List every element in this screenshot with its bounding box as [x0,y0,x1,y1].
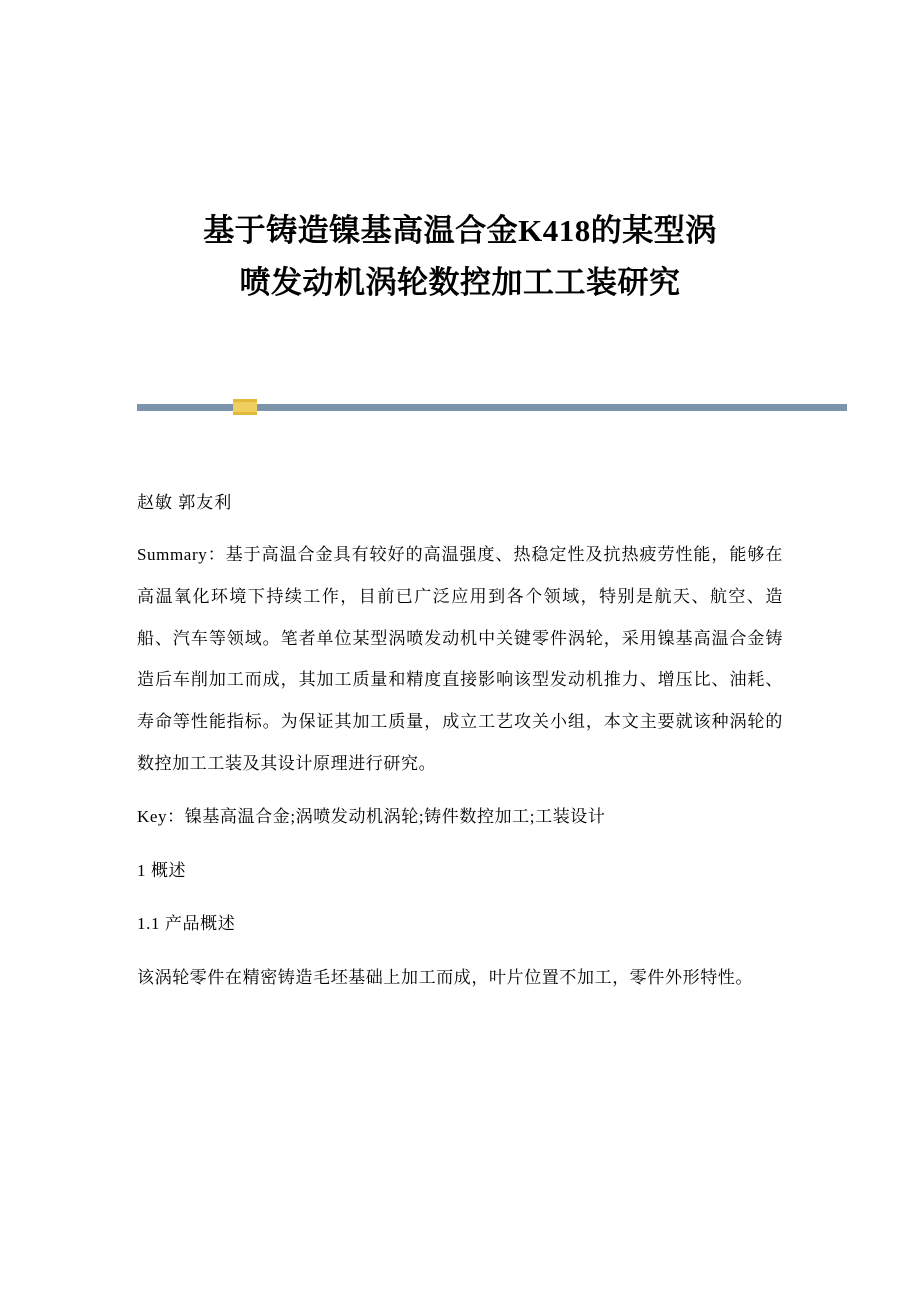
divider-ornament-icon [233,399,257,415]
page-title [137,205,783,309]
page-title-line-2: 喷发动机涡轮数控加工工装研究 [239,265,681,301]
authors: 赵敏 郭友利 [137,493,233,513]
keywords-paragraph: Key：镍基高温合金;涡喷发动机涡轮;铸件数控加工;工装设计 [137,807,606,827]
section-1-1-heading: 1.1 产品概述 [137,914,236,934]
document-content [137,0,783,999]
abstract-paragraph: Summary：基于高温合金具有较好的高温强度、热稳定性及抗热疲劳性能，能够在高温氧化环境下持续工作，目前已广泛应用到各个领域，特别是航天、航空、造船、汽车等领域。笔者单位某型涡喷发动机中关键零件涡轮，采用镍基高温合金铸造后车削加工而成，其加工质量和精度直接影响该型发动机推力、增压比、油耗、寿命等性能指标。为保证其加工质量，成立工艺攻关小组，本文主要就该种涡轮的数控加工工装及其设计原理进行研究。 [137,545,783,773]
decorative-divider [137,397,783,417]
section-1-heading: 1 概述 [137,860,187,880]
section-1-1-body: 该涡轮零件在精密铸造毛坯基础上加工而成，叶片位置不加工，零件外形特性。 [137,968,753,988]
page-title-line-1: 基于铸造镍基高温合金K418的某型涡 [203,213,717,248]
